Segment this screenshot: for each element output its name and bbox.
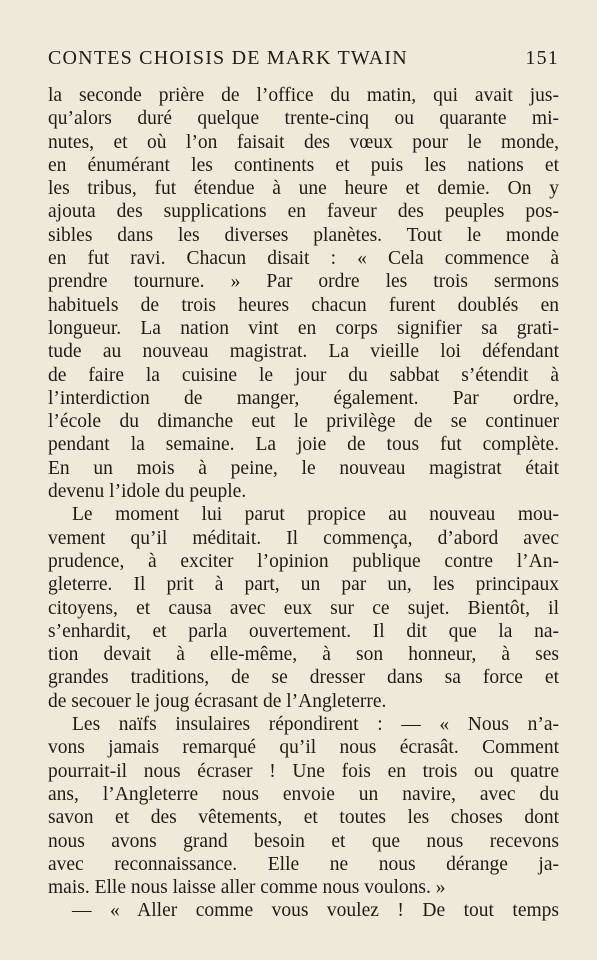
text-line: les tribus, fut étendue à une heure et demie. On y xyxy=(48,178,559,200)
text-line: s’enhardit, et parla ouvertement. Il dit que la na- xyxy=(48,620,559,642)
text-line: vons jamais remarqué qu’il nous écrasât. Comment xyxy=(48,737,559,759)
book-title: CONTES CHOISIS DE MARK TWAIN xyxy=(48,47,408,69)
paragraph xyxy=(48,503,559,713)
text-line: prendre tournure. » Par ordre les trois sermons xyxy=(48,271,559,293)
text-line: nous avons grand besoin et que nous recevons xyxy=(48,830,559,852)
text-line: Le moment lui parut propice au nouveau mou- xyxy=(72,504,559,526)
page-number: 151 xyxy=(525,47,559,69)
text-line: ans, l’Angleterre nous envoie un navire, avec du xyxy=(48,783,559,805)
text-line: habituels de trois heures chacun furent doublés en xyxy=(48,294,559,316)
paragraph xyxy=(48,84,559,503)
text-line: savon et des vêtements, et toutes les choses dont xyxy=(48,807,559,829)
text-line: qu’alors duré quelque trente-cinq ou quarante mi- xyxy=(48,108,559,130)
text-line: ajouta des supplications en faveur des peuples pos- xyxy=(48,201,559,223)
text-line: — « Aller comme vous voulez ! De tout temps xyxy=(72,900,559,922)
text-line: l’interdiction de manger, également. Par ordre, xyxy=(48,387,559,409)
paragraph xyxy=(48,713,559,899)
text-line: devenu l’idole du peuple. xyxy=(48,481,247,503)
text-line: pendant la semaine. La joie de tous fut complète. xyxy=(48,434,559,456)
text-line: en fut ravi. Chacun disait : « Cela commence à xyxy=(48,248,559,270)
text-line: de secouer le joug écrasant de l’Angleterre. xyxy=(48,690,387,712)
paragraph xyxy=(48,899,559,922)
text-line: En un mois à peine, le nouveau magistrat était xyxy=(48,457,559,479)
text-line: nutes, et où l’on faisait des vœux pour le monde, xyxy=(48,131,559,153)
text-line: tion devait à elle-même, à son honneur, à ses xyxy=(48,644,559,666)
text-line: mais. Elle nous laisse aller comme nous voulons. » xyxy=(48,877,446,899)
text-line: citoyens, et causa avec eux sur ce sujet. Bientôt, il xyxy=(48,597,559,619)
text-line: la seconde prière de l’office du matin, qui avait jus- xyxy=(48,85,559,106)
text-line: avec reconnaissance. Elle ne nous dérange ja- xyxy=(48,853,559,875)
text-line: pourrait-il nous écraser ! Une fois en trois ou quatre xyxy=(48,760,559,782)
text-line: tude au nouveau magistrat. La vieille loi défendant xyxy=(48,341,559,363)
running-header xyxy=(48,44,559,74)
text-line: prudence, à exciter l’opinion publique contre l’An- xyxy=(48,550,559,572)
text-line: de faire la cuisine le jour du sabbat s’étendit à xyxy=(48,364,559,386)
body-text xyxy=(48,84,559,923)
text-line: longueur. La nation vint en corps signifier sa grati- xyxy=(48,317,559,339)
text-line: gleterre. Il prit à part, un par un, les principaux xyxy=(48,574,559,596)
text-line: Les naïfs insulaires répondirent : — « Nous n’a- xyxy=(72,714,559,736)
text-line: vement qu’il méditait. Il commença, d’abord avec xyxy=(48,527,559,549)
text-line: l’école du dimanche eut le privilège de se continuer xyxy=(48,411,559,433)
text-line: sibles dans les diverses planètes. Tout le monde xyxy=(48,224,559,246)
text-line: en énumérant les continents et puis les nations et xyxy=(48,154,559,176)
text-line: grandes traditions, de se dresser dans sa force et xyxy=(48,667,559,689)
